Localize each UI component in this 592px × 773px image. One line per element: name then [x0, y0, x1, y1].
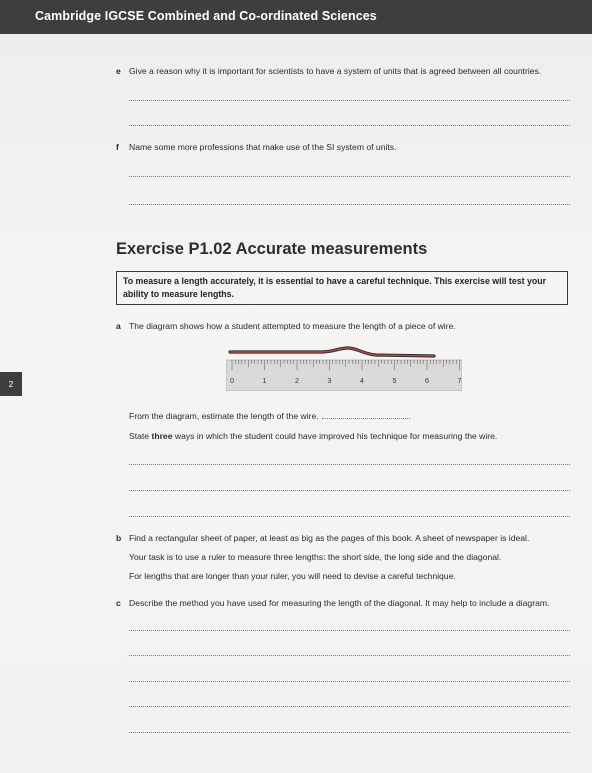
- answer-line[interactable]: [129, 176, 570, 177]
- state-prefix: State: [129, 431, 152, 441]
- wire-ruler-diagram: [226, 343, 462, 391]
- question-e-text: Give a reason why it is important for scientists to have a system of units that is agreed between all countries.: [129, 66, 542, 76]
- answer-line[interactable]: [129, 490, 570, 491]
- estimate-prompt-text: From the diagram, estimate the length of the wire.: [129, 411, 319, 421]
- ruler-label: 1: [262, 378, 267, 385]
- exercise-intro-text: To measure a length accurately, it is essential to have a careful technique. This exercise will test your ability to measure lengths.: [123, 276, 547, 299]
- answer-line[interactable]: [129, 204, 570, 205]
- estimate-prompt: [129, 410, 410, 421]
- ruler-label: 0: [230, 378, 234, 385]
- question-b-line-3: For lengths that are longer than your ruler, you will need to devise a careful technique.: [129, 571, 456, 581]
- state-prompt: [129, 431, 497, 441]
- estimate-answer-field[interactable]: [322, 410, 410, 419]
- book-title: Cambridge IGCSE Combined and Co-ordinated Sciences: [35, 9, 377, 23]
- question-letter-f: f: [116, 142, 119, 152]
- answer-line[interactable]: [129, 516, 570, 517]
- question-letter-a: a: [116, 321, 121, 331]
- question-b-line-1: Find a rectangular sheet of paper, at least as big as the pages of this book. A sheet of newspaper is ideal.: [129, 533, 530, 543]
- question-c-text: Describe the method you have used for measuring the length of the diagonal. It may help to include a diagram.: [129, 598, 550, 608]
- ruler-label: 2: [295, 378, 299, 385]
- answer-line[interactable]: [129, 706, 570, 707]
- state-bold: three: [151, 431, 173, 441]
- ruler-label: 5: [392, 378, 397, 385]
- answer-line[interactable]: [129, 655, 570, 656]
- ruler-label: 4: [360, 378, 364, 385]
- question-letter-e: e: [116, 66, 121, 76]
- state-suffix: ways in which the student could have improved his technique for measuring the wire.: [172, 431, 498, 441]
- question-letter-b: b: [116, 533, 122, 543]
- answer-line[interactable]: [129, 630, 570, 631]
- ruler: [226, 360, 462, 391]
- ruler-label: 6: [425, 378, 429, 385]
- exercise-intro-box: [116, 271, 568, 305]
- question-f-text: Name some more professions that make use of the SI system of units.: [129, 142, 397, 152]
- question-letter-c: c: [116, 598, 121, 608]
- ruler-label: 7: [457, 378, 462, 385]
- answer-line[interactable]: [129, 732, 570, 733]
- page-header: [0, 0, 592, 34]
- page-number: 2: [0, 372, 22, 396]
- answer-line[interactable]: [129, 100, 570, 101]
- answer-line[interactable]: [129, 681, 570, 682]
- exercise-title: Exercise P1.02 Accurate measurements: [116, 240, 428, 258]
- answer-line[interactable]: [129, 464, 570, 465]
- question-b-line-2: Your task is to use a ruler to measure three lengths: the short side, the long side and the diagonal.: [129, 552, 502, 562]
- ruler-label: 3: [327, 378, 332, 385]
- answer-line[interactable]: [129, 125, 570, 126]
- question-a-text: The diagram shows how a student attempted to measure the length of a piece of wire.: [129, 321, 456, 331]
